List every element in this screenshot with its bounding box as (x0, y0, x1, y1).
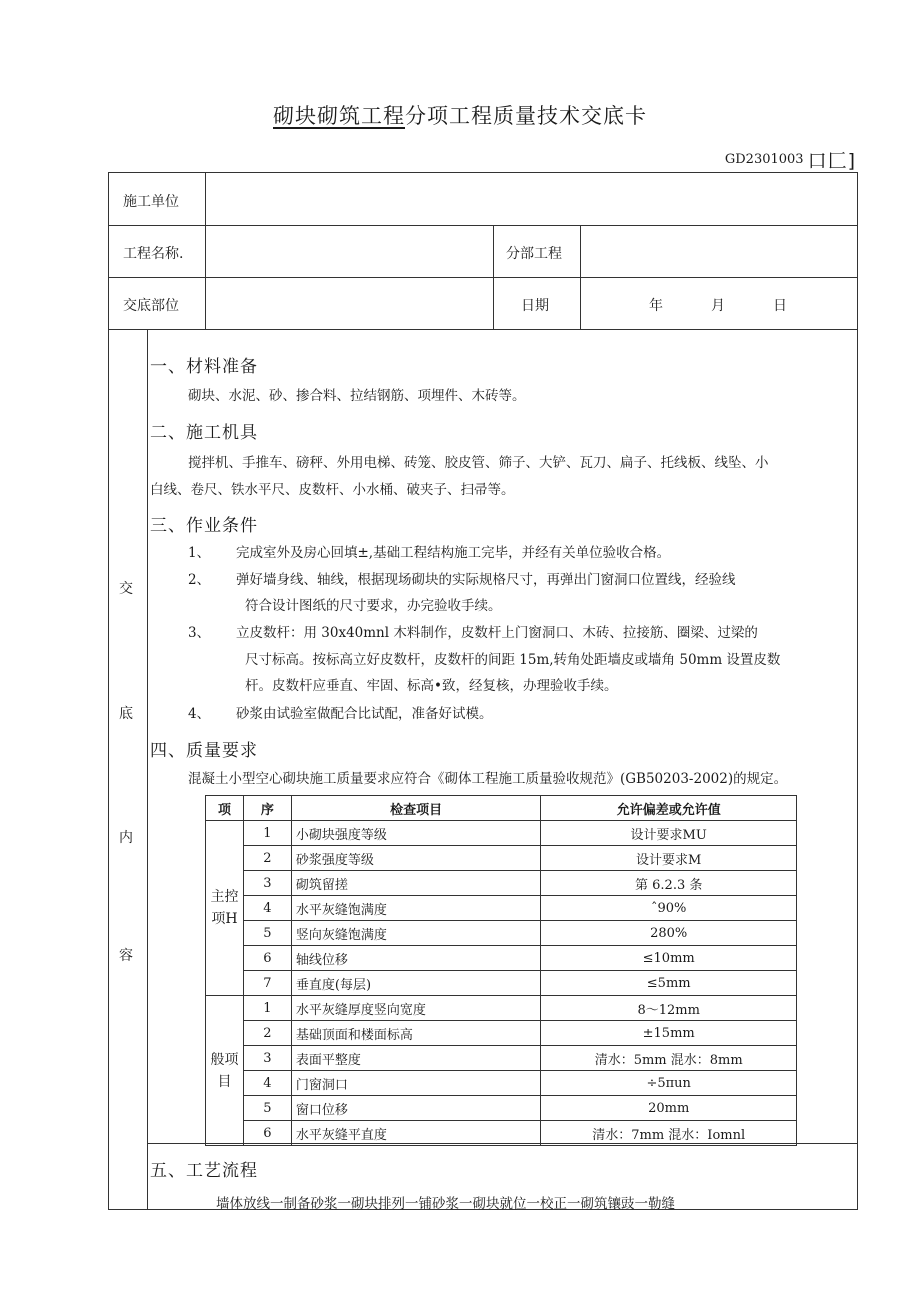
item-text: 完成室外及房心回填±,基础工程结构施工完毕，并经有关单位验收合格。 (236, 545, 671, 561)
date-day: 日 (773, 298, 787, 314)
location-label: 交底部位 (123, 298, 179, 314)
row-number: 2 (243, 1021, 291, 1046)
row-number: 3 (243, 871, 291, 896)
row-number: 3 (243, 1046, 291, 1071)
table-header: 检查项目 (291, 796, 541, 821)
side-label-char: 内 (119, 830, 133, 846)
item-text: 尺寸标高。按标高立好皮数杆，皮数杆的间距 15m,转角处距墙皮或墙角 50mm 设置皮数 (245, 652, 781, 668)
table-row (206, 946, 797, 971)
check-item: 砌筑留搓 (291, 871, 541, 896)
section-text: 搅拌机、手推车、磅秤、外用电梯、砖笼、胶皮管、筛子、大铲、瓦刀、扁子、托线板、线坠、小 (188, 455, 769, 471)
row-number: 1 (243, 821, 291, 846)
allowed-value: ≤10mm (541, 946, 797, 971)
doc-code-boxes: 口匚] (807, 150, 856, 172)
check-item: 垂直度(每层) (291, 971, 541, 996)
doc-code-number: GD2301003 (724, 152, 804, 167)
divider (108, 329, 858, 330)
row-number: 4 (243, 896, 291, 921)
allowed-value: 20mm (541, 1096, 797, 1121)
project-name-label: 工程名称. (123, 246, 184, 262)
division-label: 分部工程 (506, 246, 562, 262)
date-year: 年 (649, 298, 663, 314)
table-row (206, 996, 797, 1021)
table-row (206, 896, 797, 921)
allowed-value: ≤5mm (541, 971, 797, 996)
table-row (206, 1046, 797, 1071)
date-month: 月 (711, 298, 725, 314)
item-text: 立皮数杆：用 30x40mnl 木料制作，皮数杆上门窗洞口、木砖、拉接筋、圈梁、过梁的 (236, 625, 758, 641)
row-number: 6 (243, 1121, 291, 1146)
title-underlined: 砌块砌筑工程 (273, 104, 405, 128)
row-number: 5 (243, 1096, 291, 1121)
construction-unit-label: 施工单位 (123, 194, 179, 210)
row-number: 1 (243, 996, 291, 1021)
table-header-row (206, 796, 797, 821)
check-item: 小砌块强度等级 (291, 821, 541, 846)
check-item: 窗口位移 (291, 1096, 541, 1121)
row-number: 4 (243, 1071, 291, 1096)
allowed-value: 设计要求M (541, 846, 797, 871)
allowed-value: 第 6.2.3 条 (541, 871, 797, 896)
divider (205, 172, 206, 329)
table-row (206, 1096, 797, 1121)
table-row (206, 871, 797, 896)
table-header: 项 (206, 796, 244, 821)
check-item: 水平灰缝平直度 (291, 1121, 541, 1146)
allowed-value: 8～12mm (541, 996, 797, 1021)
group-general-label: 般项 目 (206, 996, 244, 1146)
process-flow: 墙体放线一制备砂浆一砌块排列一铺砂浆一砌块就位一校正一砌筑镶豉一勒缝 (216, 1196, 675, 1212)
section-text: 砌块、水泥、砂、掺合料、拉结钢筋、项埋件、木砖等。 (188, 388, 526, 404)
section-heading: 三、作业条件 (150, 516, 258, 536)
check-item: 竖向灰缝饱满度 (291, 921, 541, 946)
item-text: 弹好墙身线、轴线，根据现场砌块的实际规格尺寸，再弹出门窗洞口位置线，经验线 (236, 572, 736, 588)
section-text: 白线、卷尺、铁水平尺、皮数杆、小水桶、破夹子、扫帚等。 (150, 482, 515, 498)
allowed-value: 清水：5mm 混水：8mm (541, 1046, 797, 1071)
item-text: 符合设计图纸的尺寸要求，办完验收手续。 (245, 598, 502, 614)
check-item: 水平灰缝厚度竖向宽度 (291, 996, 541, 1021)
row-number: 5 (243, 921, 291, 946)
allowed-value: 设计要求MU (541, 821, 797, 846)
table-row (206, 1071, 797, 1096)
check-item: 轴线位移 (291, 946, 541, 971)
item-number: 2、 (188, 572, 211, 588)
title-rest: 分项工程质量技术交底卡 (405, 104, 647, 128)
date-label: 日期 (521, 298, 549, 314)
allowed-value: ±15mm (541, 1021, 797, 1046)
item-number: 1、 (188, 545, 211, 561)
document-code (725, 146, 856, 173)
row-number: 2 (243, 846, 291, 871)
group-main-label: 主控 项H (206, 821, 244, 996)
table-row (206, 1021, 797, 1046)
row-number: 6 (243, 946, 291, 971)
divider (108, 277, 858, 278)
section-heading: 二、施工机具 (150, 423, 258, 443)
item-text: 杆。皮数杆应垂直、牢固、标高•致，经复核，办理验收手续。 (245, 678, 618, 694)
allowed-value: ˆ90% (541, 896, 797, 921)
table-row (206, 921, 797, 946)
table-header: 序 (243, 796, 291, 821)
side-label-char: 底 (119, 706, 133, 722)
divider (580, 225, 581, 329)
page-title (0, 100, 920, 130)
table-header: 允许偏差或允许值 (541, 796, 797, 821)
item-text: 砂浆由试验室做配合比试配，准备好试模。 (236, 706, 493, 722)
side-label-char: 交 (119, 581, 133, 597)
section-heading: 五、工艺流程 (150, 1161, 258, 1181)
side-label-char: 容 (119, 948, 133, 964)
divider (108, 225, 858, 226)
check-item: 水平灰缝饱满度 (291, 896, 541, 921)
table-row (206, 1121, 797, 1146)
divider (147, 329, 148, 1210)
section-text: 混凝土小型空心砌块施工质量要求应符合《砌体工程施工质量验收规范》(GB50203-2002)的规定。 (188, 771, 788, 787)
row-number: 7 (243, 971, 291, 996)
allowed-value: ÷5πun (541, 1071, 797, 1096)
section-heading: 一、材料准备 (150, 357, 258, 377)
section-heading: 四、质量要求 (150, 741, 258, 761)
table-row (206, 971, 797, 996)
check-item: 砂浆强度等级 (291, 846, 541, 871)
item-number: 4、 (188, 706, 211, 722)
divider (493, 225, 494, 329)
table-row (206, 846, 797, 871)
allowed-value: 清水：7mm 混水：Iomnl (541, 1121, 797, 1146)
item-number: 3、 (188, 625, 211, 641)
quality-table (205, 795, 797, 1146)
table-row (206, 821, 797, 846)
check-item: 表面平整度 (291, 1046, 541, 1071)
check-item: 基础顶面和楼面标高 (291, 1021, 541, 1046)
allowed-value: 280% (541, 921, 797, 946)
check-item: 门窗洞口 (291, 1071, 541, 1096)
